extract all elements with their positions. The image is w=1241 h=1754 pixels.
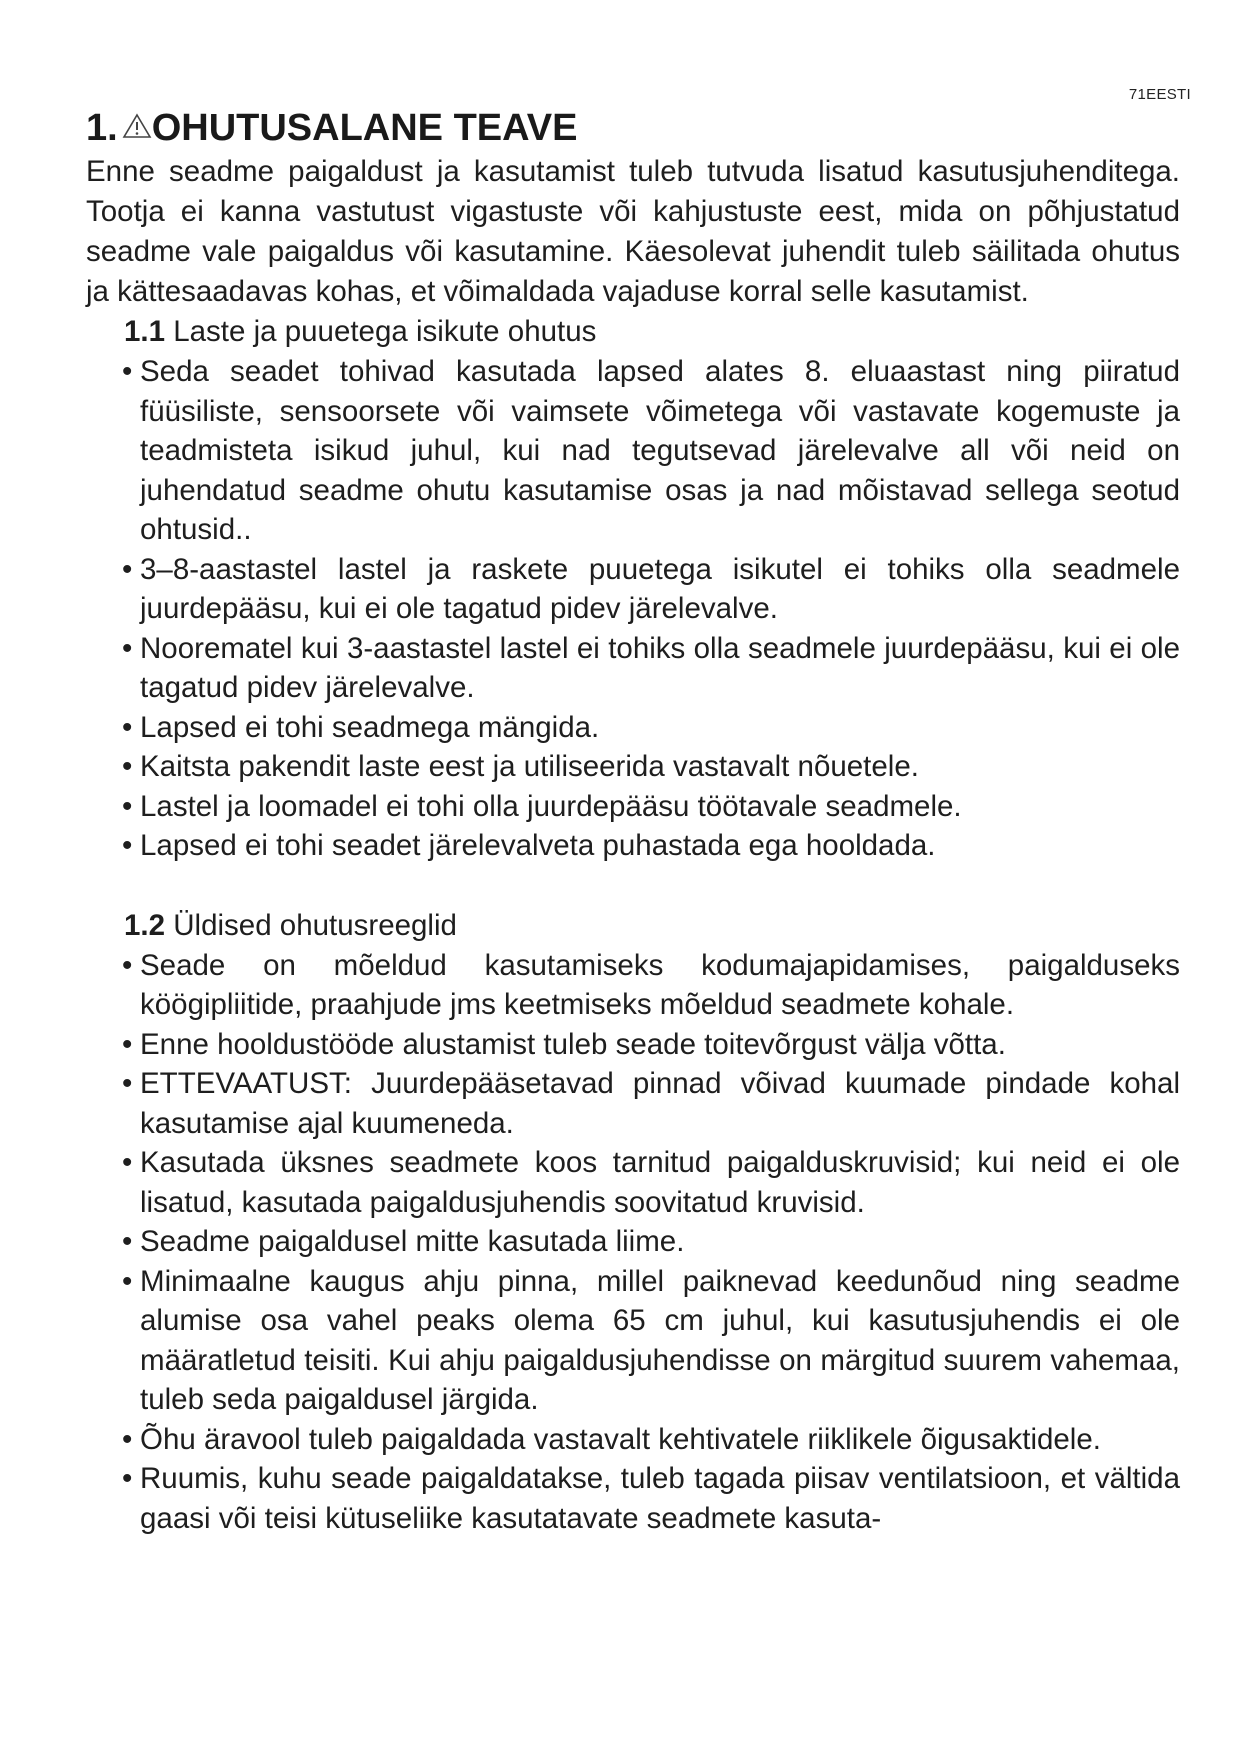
list-item: • Lapsed ei tohi seadmega mängida. xyxy=(86,708,1180,748)
list-item: • 3–8-aastastel lastel ja raskete puuetega isikutel ei tohiks olla seadmele juurdepääsu, kui ei ole tagatud pidev järelevalve. xyxy=(86,550,1180,629)
document-body xyxy=(86,104,1180,1538)
section-number: 1. xyxy=(86,107,118,149)
spacer xyxy=(86,866,1180,906)
list-item: • Noorematel kui 3-aastastel lastel ei tohiks olla seadmele juurdepääsu, kui ei ole tagatud pidev järelevalve. xyxy=(86,629,1180,708)
list-item: • Enne hooldustööde alustamist tuleb seade toitevõrgust välja võtta. xyxy=(86,1025,1180,1065)
list-item: • Minimaalne kaugus ahju pinna, millel paiknevad keedunõud ning seadme alumise osa vahel peaks olema 65 cm juhul, kui kasutusjuhendis ei ole määratletud teisiti. Kui ahju paigaldusjuhendisse on märgitud suurem vahemaa, tuleb seda paigaldusel järgida. xyxy=(86,1262,1180,1420)
subsection-1-1-heading xyxy=(124,312,1180,352)
subsection-1-2-heading xyxy=(124,906,1180,946)
section-title: OHUTUSALANE TEAVE xyxy=(151,107,578,149)
list-item: • Lastel ja loomadel ei tohi olla juurdepääsu töötavale seadmele. xyxy=(86,787,1180,827)
list-item: • Seade on mõeldud kasutamiseks kodumajapidamises, paigalduseks köögipliitide, praahjude jms keetmiseks mõeldud seadmete kohale. xyxy=(86,946,1180,1025)
subsection-title: Laste ja puuetega isikute ohutus xyxy=(173,315,597,348)
list-item: • Seadme paigaldusel mitte kasutada liime. xyxy=(86,1222,1180,1262)
warning-triangle-icon xyxy=(122,113,152,139)
children-safety-list xyxy=(86,352,1180,866)
list-item: • Lapsed ei tohi seadet järelevalveta puhastada ega hooldada. xyxy=(86,826,1180,866)
general-safety-list xyxy=(86,946,1180,1539)
subsection-title: Üldised ohutusreeglid xyxy=(173,908,457,942)
list-item: • Seda seadet tohivad kasutada lapsed alates 8. eluaastast ning piiratud füüsiliste, sensoorsete või vaimsete võimetega või vastavate kogemuste ja teadmisteta isikud juhul, kui nad tegutsevad järelevalve all või neid on juhendatud seadme ohutu kasutamise osas ja nad mõistavad sellega seotud ohtusid.. xyxy=(86,352,1180,550)
list-item: • ETTEVAATUST: Juurdepääsetavad pinnad võivad kuumade pindade kohal kasutamise ajal kuumeneda. xyxy=(86,1064,1180,1143)
page-number: 71EESTI xyxy=(1128,86,1191,103)
intro-paragraph: Enne seadme paigaldust ja kasutamist tuleb tutvuda lisatud kasutusjuhenditega. Tootja ei kanna vastutust vigastuste või kahjustuste eest, mida on põhjustatud seadme vale paigaldus või kasutamine. Käesolevat juhendit tuleb säilitada ohutus ja kättesaadavas kohas, et võimaldada vajaduse korral selle kasutamist. xyxy=(86,155,1180,308)
list-item: • Ruumis, kuhu seade paigaldatakse, tuleb tagada piisav ventilatsioon, et vältida gaasi või teisi kütuseliike kasutatavate seadmete kasuta- xyxy=(86,1459,1180,1538)
list-item: • Kaitsta pakendit laste eest ja utiliseerida vastavalt nõuetele. xyxy=(86,747,1180,787)
list-item: • Kasutada üksnes seadmete koos tarnitud paigalduskruvisid; kui neid ei ole lisatud, kasutada paigaldusjuhendis soovitatud kruvisid. xyxy=(86,1143,1180,1222)
subsection-number: 1.2 xyxy=(124,908,166,942)
section-heading xyxy=(86,104,1180,152)
subsection-number: 1.1 xyxy=(124,315,166,348)
list-item: • Õhu äravool tuleb paigaldada vastavalt kehtivatele riiklikele õigusaktidele. xyxy=(86,1420,1180,1460)
